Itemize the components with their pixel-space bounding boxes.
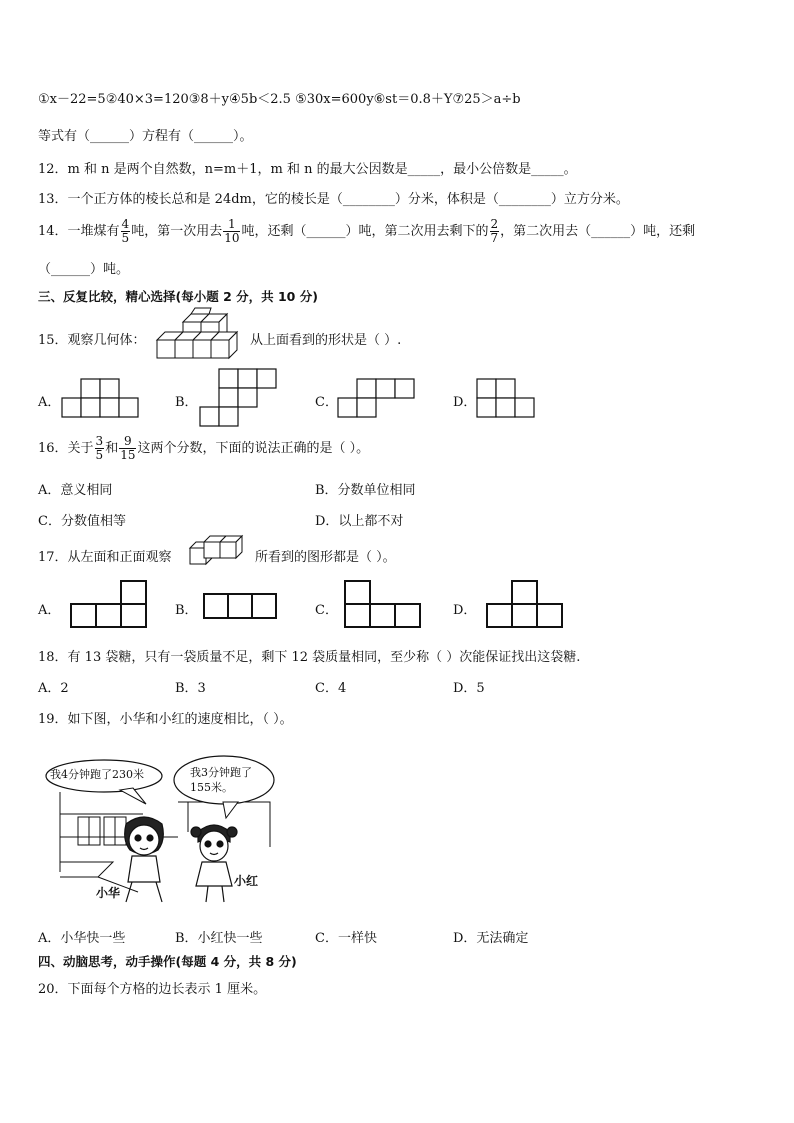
- q15-solid-figure: [155, 308, 239, 360]
- q17-text-after: 所看到的图形都是（ ）。: [255, 550, 396, 565]
- q15-option-c-label: C．: [315, 395, 338, 410]
- q14-part2: 吨，第一次用去: [131, 224, 223, 239]
- q16-option-d: D．以上都不对: [315, 514, 404, 529]
- q11-options: ①x－22=5②40×3=120③8＋y④5b＜2.5 ⑤30x=600y⑥st＝0.8＋Y⑦25＞a÷b: [38, 92, 521, 107]
- section4-heading: 四、动脑思考，动手操作(每题 4 分，共 8 分): [38, 954, 297, 969]
- q20-text: 20．下面每个方格的边长表示 1 厘米。: [38, 982, 267, 997]
- q16-fraction-3-5: $\frac{3}{5}$: [95, 434, 104, 462]
- q14-part3: 吨，还剩（______）吨，第二次用去剩下的: [241, 224, 489, 239]
- section3-heading: 三、反复比较，精心选择(每小题 2 分，共 10 分): [38, 289, 318, 304]
- q16-part2: 这两个分数，下面的说法正确的是（ ）。: [137, 441, 370, 456]
- q16-fraction-9-15: $\frac{9}{15}$: [120, 434, 136, 462]
- q17-option-d-figure: [487, 581, 567, 631]
- q15-option-a-figure: [62, 379, 142, 419]
- q19-option-a: A．小华快一些: [38, 931, 126, 946]
- q19-bubble-xiaohong-line1: 我3分钟跑了: [190, 766, 252, 779]
- q14-fraction-4-5: $\frac{4}{5}$: [121, 217, 130, 245]
- q19-name-xiaohua: 小华: [96, 886, 121, 900]
- q15-option-c-figure: [338, 379, 418, 419]
- q17-option-b-figure: [204, 594, 284, 624]
- q11-answer-line: 等式有（______）方程有（______）。: [38, 129, 253, 144]
- q16-line: [38, 432, 369, 466]
- q19-bubble-xiaohua: 我4分钟跑了230米: [50, 768, 144, 781]
- q17-option-b-label: B．: [175, 603, 198, 618]
- q18-option-c: C．4: [315, 681, 347, 696]
- q17-solid-figure: [188, 536, 250, 568]
- q13-text: 13．一个正方体的棱长总和是 24dm，它的棱长是（________）分米，体积是（________）立方分米。: [38, 192, 629, 207]
- q17-option-a-label: A．: [38, 603, 61, 618]
- q15-option-d-figure: [477, 379, 557, 419]
- q16-option-c: C．分数值相等: [38, 514, 126, 529]
- q19-option-b: B．小红快一些: [175, 931, 263, 946]
- q17-text-before: 17．从左面和正面观察: [38, 550, 172, 565]
- q19-name-xiaohong: 小红: [234, 874, 259, 888]
- q16-part1: 16．关于: [38, 441, 94, 456]
- q15-option-a-label: A．: [38, 395, 61, 410]
- q18-option-a: A．2: [38, 681, 69, 696]
- q17-option-a-figure: [71, 581, 151, 631]
- q17-option-d-label: D．: [453, 603, 477, 618]
- q14-line1: [38, 215, 695, 249]
- q15-option-b-figure: [200, 369, 280, 429]
- q14-fraction-2-7: $\frac{2}{7}$: [490, 217, 499, 245]
- q14-fraction-1-10: $\frac{1}{10}$: [224, 217, 240, 245]
- q15-text-after: 从上面看到的形状是（ ）.: [250, 333, 402, 348]
- q18-text: 18．有 13 袋糖，只有一袋质量不足，剩下 12 袋质量相同，至少称（ ）次能保证找出这袋糖.: [38, 650, 581, 665]
- q16-and: 和: [105, 441, 119, 456]
- q19-option-d: D．无法确定: [453, 931, 529, 946]
- q18-option-b: B．3: [175, 681, 206, 696]
- q19-bubble-xiaohong-line2: 155米。: [190, 781, 233, 794]
- q14-line2: （______）吨。: [38, 262, 130, 277]
- q16-option-b: B．分数单位相同: [315, 483, 416, 498]
- q19-text: 19．如下图，小华和小红的速度相比，（ ）。: [38, 712, 293, 727]
- q15-option-b-label: B．: [175, 395, 198, 410]
- q17-option-c-label: C．: [315, 603, 338, 618]
- q15-option-d-label: D．: [453, 395, 477, 410]
- q15-text-before: 15．观察几何体：: [38, 333, 146, 348]
- q14-part4: ，第二次用去（______）吨，还剩: [500, 224, 696, 239]
- q17-option-c-figure: [345, 581, 425, 631]
- q16-option-a: A．意义相同: [38, 483, 113, 498]
- q14-part1: 14．一堆煤有: [38, 224, 120, 239]
- q12-text: 12．m 和 n 是两个自然数，n=m＋1，m 和 n 的最大公因数是_____，最小公倍数是_____。: [38, 162, 577, 177]
- q19-option-c: C．一样快: [315, 931, 377, 946]
- q18-option-d: D．5: [453, 681, 485, 696]
